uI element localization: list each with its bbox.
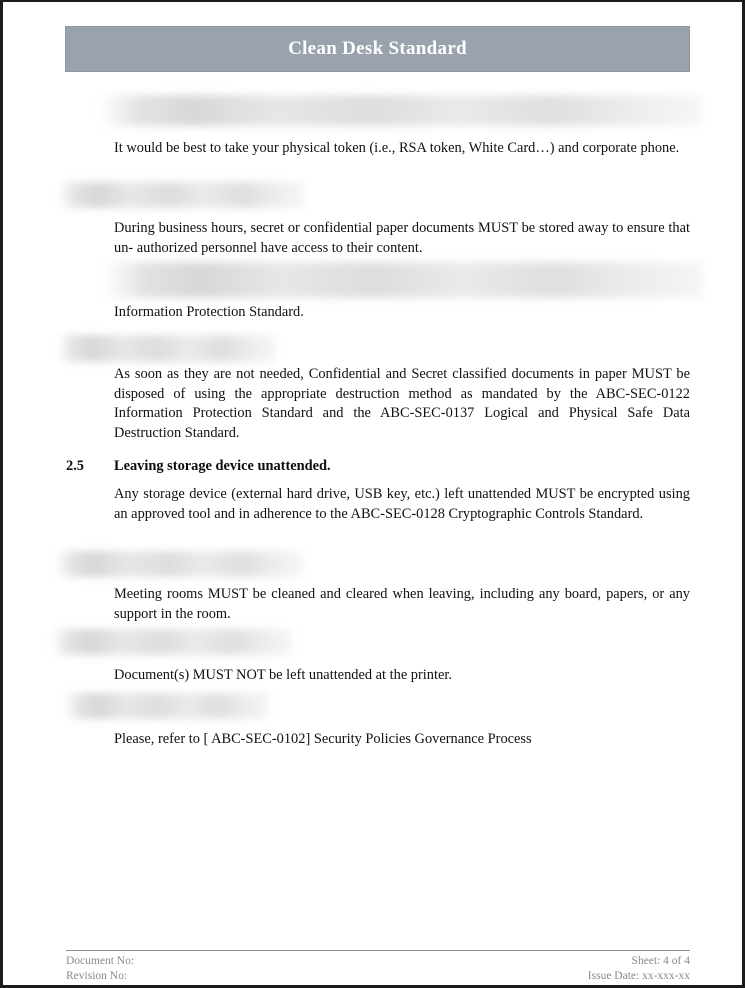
redacted-heading-2 <box>58 182 304 208</box>
page-title: Clean Desk Standard <box>288 38 467 59</box>
redacted-heading-4 <box>58 335 276 362</box>
paragraph-meeting-rooms: Meeting rooms MUST be cleaned and cleared when leaving, including any board, papers, or any support in the room. <box>114 586 690 622</box>
footer-revision-no: Revision No: <box>66 969 128 982</box>
footer-right <box>588 954 690 983</box>
paragraph-document-destruction: As soon as they are not needed, Confidential and Secret classified documents in paper MUST be disposed of using the appropriate destruction method as mandated by the ABC-SEC-0122 Information Protection Standard and the ABC-SEC-0137 Logical and Physical Safe Data Destruction Standard. <box>114 366 690 441</box>
footer-issue-date: Issue Date: xx-xxx-xx <box>587 969 690 982</box>
paragraph-storage-device: Any storage device (external hard drive, USB key, etc.) left unattended MUST be encrypted using an approved tool and in adherence to the ABC-SEC-0128 Cryptographic Controls Standard. <box>114 486 690 522</box>
redacted-heading-6 <box>52 629 292 655</box>
paragraph-printer: Document(s) MUST NOT be left unattended at the printer. <box>114 667 452 683</box>
footer-divider <box>66 950 690 951</box>
paragraph-business-hours: During business hours, secret or confidential paper documents MUST be stored away to ensure that un- authorized personnel have access to their content. <box>114 220 690 256</box>
footer-document-no: Document No: <box>66 955 135 967</box>
section-heading-2-5 <box>66 457 690 477</box>
redacted-heading-3 <box>103 262 703 298</box>
section-number: 2.5 <box>66 458 84 474</box>
document-title-banner <box>65 26 690 72</box>
paragraph-physical-token: It would be best to take your physical token (i.e., RSA token, White Card…) and corporate phone. <box>114 140 680 156</box>
footer-left <box>66 954 134 983</box>
redacted-heading-7 <box>65 693 269 719</box>
section-title: Leaving storage device unattended. <box>114 458 331 474</box>
redacted-heading-5 <box>55 551 303 577</box>
redacted-heading-1 <box>98 95 701 126</box>
paragraph-information-protection: Information Protection Standard. <box>114 304 304 320</box>
page-footer <box>66 954 690 983</box>
paragraph-governance-reference: Please, refer to [ ABC-SEC-0102] Security Policies Governance Process <box>114 731 532 747</box>
footer-sheet: Sheet: 4 of 4 <box>631 955 690 967</box>
